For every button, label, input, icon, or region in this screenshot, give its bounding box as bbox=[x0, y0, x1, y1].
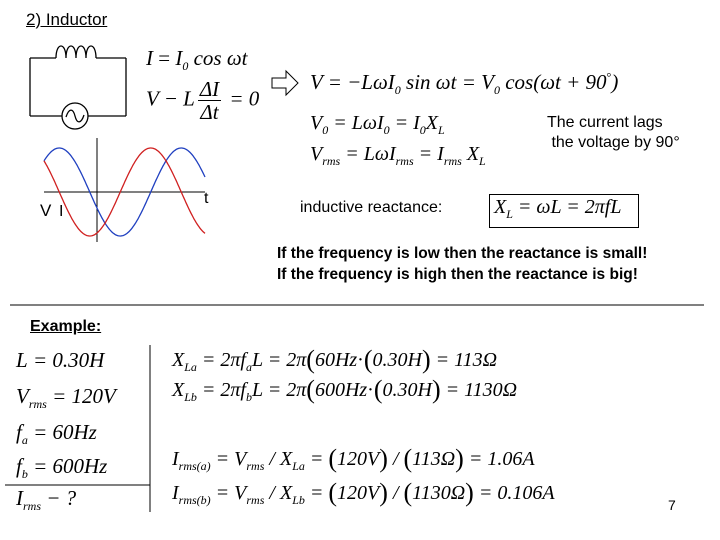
lag-note-line1: The current lags bbox=[547, 114, 663, 131]
kirchhoff-equation: V − L $\frac{\Delta I}{\Delta t}$ = 0 bbox=[146, 77, 260, 124]
given-value: − ? bbox=[41, 486, 77, 510]
solution-irms-a: $I_{rms(a)} = V_{rms} / X_{La} = (120V) / (113\Omega) = 1.06A$ bbox=[172, 444, 535, 473]
given-symbol: f bbox=[16, 454, 22, 478]
frequency-note bbox=[277, 243, 647, 285]
page-number: 7 bbox=[668, 497, 676, 513]
rms-voltage-equation: $V_{rms} = L\omega I_{rms} = I_{rms}$ $X_L$ bbox=[310, 143, 486, 168]
inductor-coil-icon bbox=[56, 46, 96, 58]
reactance-box bbox=[489, 194, 639, 228]
example-label: Example: bbox=[30, 318, 102, 335]
lag-note bbox=[547, 113, 680, 153]
given-row bbox=[16, 384, 116, 412]
voltage-equation: V = −LωI$_0$ $\sin \omega t = V_0$ cos(ωt + 90°) bbox=[310, 70, 619, 98]
given-row bbox=[16, 454, 107, 482]
given-symbol: L bbox=[16, 348, 28, 372]
given-symbol: f bbox=[16, 420, 22, 444]
given-symbol: I bbox=[16, 486, 23, 510]
given-value: = 60Hz bbox=[27, 420, 97, 444]
solution-xla: $X_{La} = 2\pi f_aL = 2\pi(60Hz\cdot(0.30H) = 113\Omega$ bbox=[172, 345, 498, 374]
given-value: = 120V bbox=[46, 384, 116, 408]
graph-i-label: I bbox=[59, 203, 64, 220]
given-row bbox=[16, 420, 97, 448]
reactance-equation: $X_L = \omega L = 2\pi fL$ bbox=[494, 196, 622, 221]
given-subscript: a bbox=[21, 433, 28, 448]
given-subscript: rms bbox=[23, 499, 42, 514]
lag-note-line2: the voltage by 90° bbox=[547, 134, 680, 151]
circuit-diagram bbox=[30, 46, 126, 129]
slide-heading: 2) Inductor bbox=[26, 10, 108, 29]
given-subscript: b bbox=[21, 467, 28, 482]
reactance-label: inductive reactance: bbox=[300, 199, 443, 216]
graph-v-label: V bbox=[40, 201, 52, 220]
solution-xlb: $X_{Lb} = 2\pi f_bL = 2\pi(600Hz\cdot(0.30H) = 1130\Omega$ bbox=[172, 375, 518, 404]
frequency-note-line2: If the frequency is high then the reactance is big! bbox=[277, 266, 638, 283]
peak-voltage-equation: $V_0 = L\omega I_0 = I_0X_L$ bbox=[310, 112, 445, 137]
given-row bbox=[16, 348, 104, 376]
current-equation: $I = I_0$ cos ωt bbox=[146, 46, 248, 74]
given-symbol: V bbox=[16, 384, 29, 408]
given-value: = 600Hz bbox=[27, 454, 108, 478]
graph-t-label: t bbox=[204, 190, 209, 207]
implies-arrow-icon bbox=[272, 71, 298, 95]
given-row bbox=[16, 486, 76, 514]
solution-irms-b: $I_{rms(b)} = V_{rms} / X_{Lb} = (120V) / (1130\Omega) = 0.106A$ bbox=[172, 478, 555, 507]
given-subscript: rms bbox=[28, 397, 47, 412]
ac-sine-symbol-icon bbox=[66, 110, 84, 122]
vi-graph bbox=[44, 138, 205, 242]
given-value: = 0.30H bbox=[27, 348, 105, 372]
frequency-note-line1: If the frequency is low then the reactance is small! bbox=[277, 245, 648, 262]
